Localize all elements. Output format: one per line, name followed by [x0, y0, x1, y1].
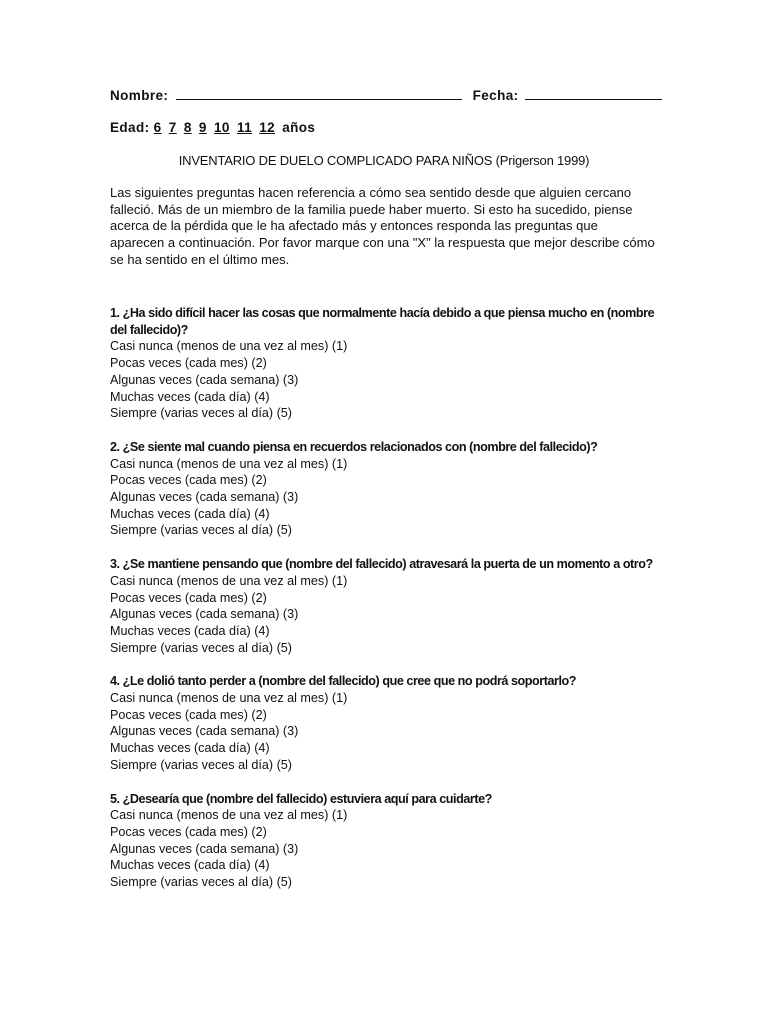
question-text: 3. ¿Se mantiene pensando que (nombre del fallecido) atravesará la puerta de un momento a otro? — [110, 557, 653, 572]
answer-option: Siempre (varias veces al día) (5) — [110, 875, 292, 890]
age-option: 11 — [236, 120, 253, 135]
age-option: 6 — [153, 120, 162, 135]
question-item — [110, 305, 655, 422]
answer-option: Casi nunca (menos de una vez al mes) (1) — [110, 456, 348, 471]
edad-label: Edad: — [110, 120, 150, 135]
answer-option: Muchas veces (cada día) (4) — [110, 858, 270, 873]
question-item — [110, 439, 655, 539]
questions-list — [110, 305, 655, 908]
question-text: 2. ¿Se siente mal cuando piensa en recuerdos relacionados con (nombre del fallecido)? — [110, 439, 598, 454]
answer-option: Siempre (varias veces al día) (5) — [110, 640, 292, 655]
answer-option: Pocas veces (cada mes) (2) — [110, 824, 267, 839]
answer-option: Pocas veces (cada mes) (2) — [110, 356, 267, 371]
answer-option: Siempre (varias veces al día) (5) — [110, 757, 292, 772]
fecha-label: Fecha: — [472, 88, 519, 103]
answer-option: Pocas veces (cada mes) (2) — [110, 707, 267, 722]
fecha-blank-line — [525, 87, 662, 100]
answer-option: Muchas veces (cada día) (4) — [110, 506, 270, 521]
answer-option: Pocas veces (cada mes) (2) — [110, 590, 267, 605]
answer-option: Algunas veces (cada semana) (3) — [110, 607, 299, 622]
answer-option: Casi nunca (menos de una vez al mes) (1) — [110, 691, 348, 706]
question-text: 4. ¿Le dolió tanto perder a (nombre del fallecido) que cree que no podrá soportarlo? — [110, 674, 577, 689]
anos-label: años — [282, 120, 316, 135]
age-option: 12 — [259, 120, 276, 135]
question-text: 5. ¿Desearía que (nombre del fallecido) estuviera aquí para cuidarte? — [110, 791, 492, 806]
question-item — [110, 556, 655, 656]
answer-option: Casi nunca (menos de una vez al mes) (1) — [110, 339, 348, 354]
answer-option: Algunas veces (cada semana) (3) — [110, 490, 299, 505]
intro-paragraph: Las siguientes preguntas hacen referencia a cómo sea sentido desde que alguien cercano falleció. Más de un miembro de la familia puede haber muerto. Si esto ha sucedido, piense acerca de la pérdida que le ha afectado más y entonces responda las preguntas que aparecen a continuación. Por favor marque con una "X" la respuesta que mejor describe cómo se ha sentido en el último mes. — [110, 185, 655, 267]
answer-option: Siempre (varias veces al día) (5) — [110, 523, 292, 538]
document-title: INVENTARIO DE DUELO COMPLICADO PARA NIÑOS (Prigerson 1999) — [178, 153, 590, 168]
answer-option: Casi nunca (menos de una vez al mes) (1) — [110, 573, 348, 588]
question-item — [110, 791, 655, 891]
answer-option: Algunas veces (cada semana) (3) — [110, 724, 299, 739]
answer-option: Muchas veces (cada día) (4) — [110, 741, 270, 756]
question-text: 1. ¿Ha sido difícil hacer las cosas que normalmente hacía debido a que piensa mucho en (nombre del fallecido)? — [110, 306, 655, 337]
answer-option: Muchas veces (cada día) (4) — [110, 623, 270, 638]
nombre-blank-line — [176, 87, 462, 100]
age-option: 7 — [168, 120, 177, 135]
answer-option: Siempre (varias veces al día) (5) — [110, 406, 292, 421]
answer-option: Algunas veces (cada semana) (3) — [110, 372, 299, 387]
age-option: 10 — [213, 120, 230, 135]
question-item — [110, 673, 655, 773]
answer-option: Algunas veces (cada semana) (3) — [110, 841, 299, 856]
edad-row — [110, 120, 315, 135]
age-option: 8 — [183, 120, 192, 135]
nombre-fecha-row — [110, 87, 662, 103]
age-option: 9 — [198, 120, 207, 135]
answer-option: Pocas veces (cada mes) (2) — [110, 473, 267, 488]
answer-option: Casi nunca (menos de una vez al mes) (1) — [110, 808, 348, 823]
answer-option: Muchas veces (cada día) (4) — [110, 389, 270, 404]
nombre-label: Nombre: — [110, 88, 169, 103]
